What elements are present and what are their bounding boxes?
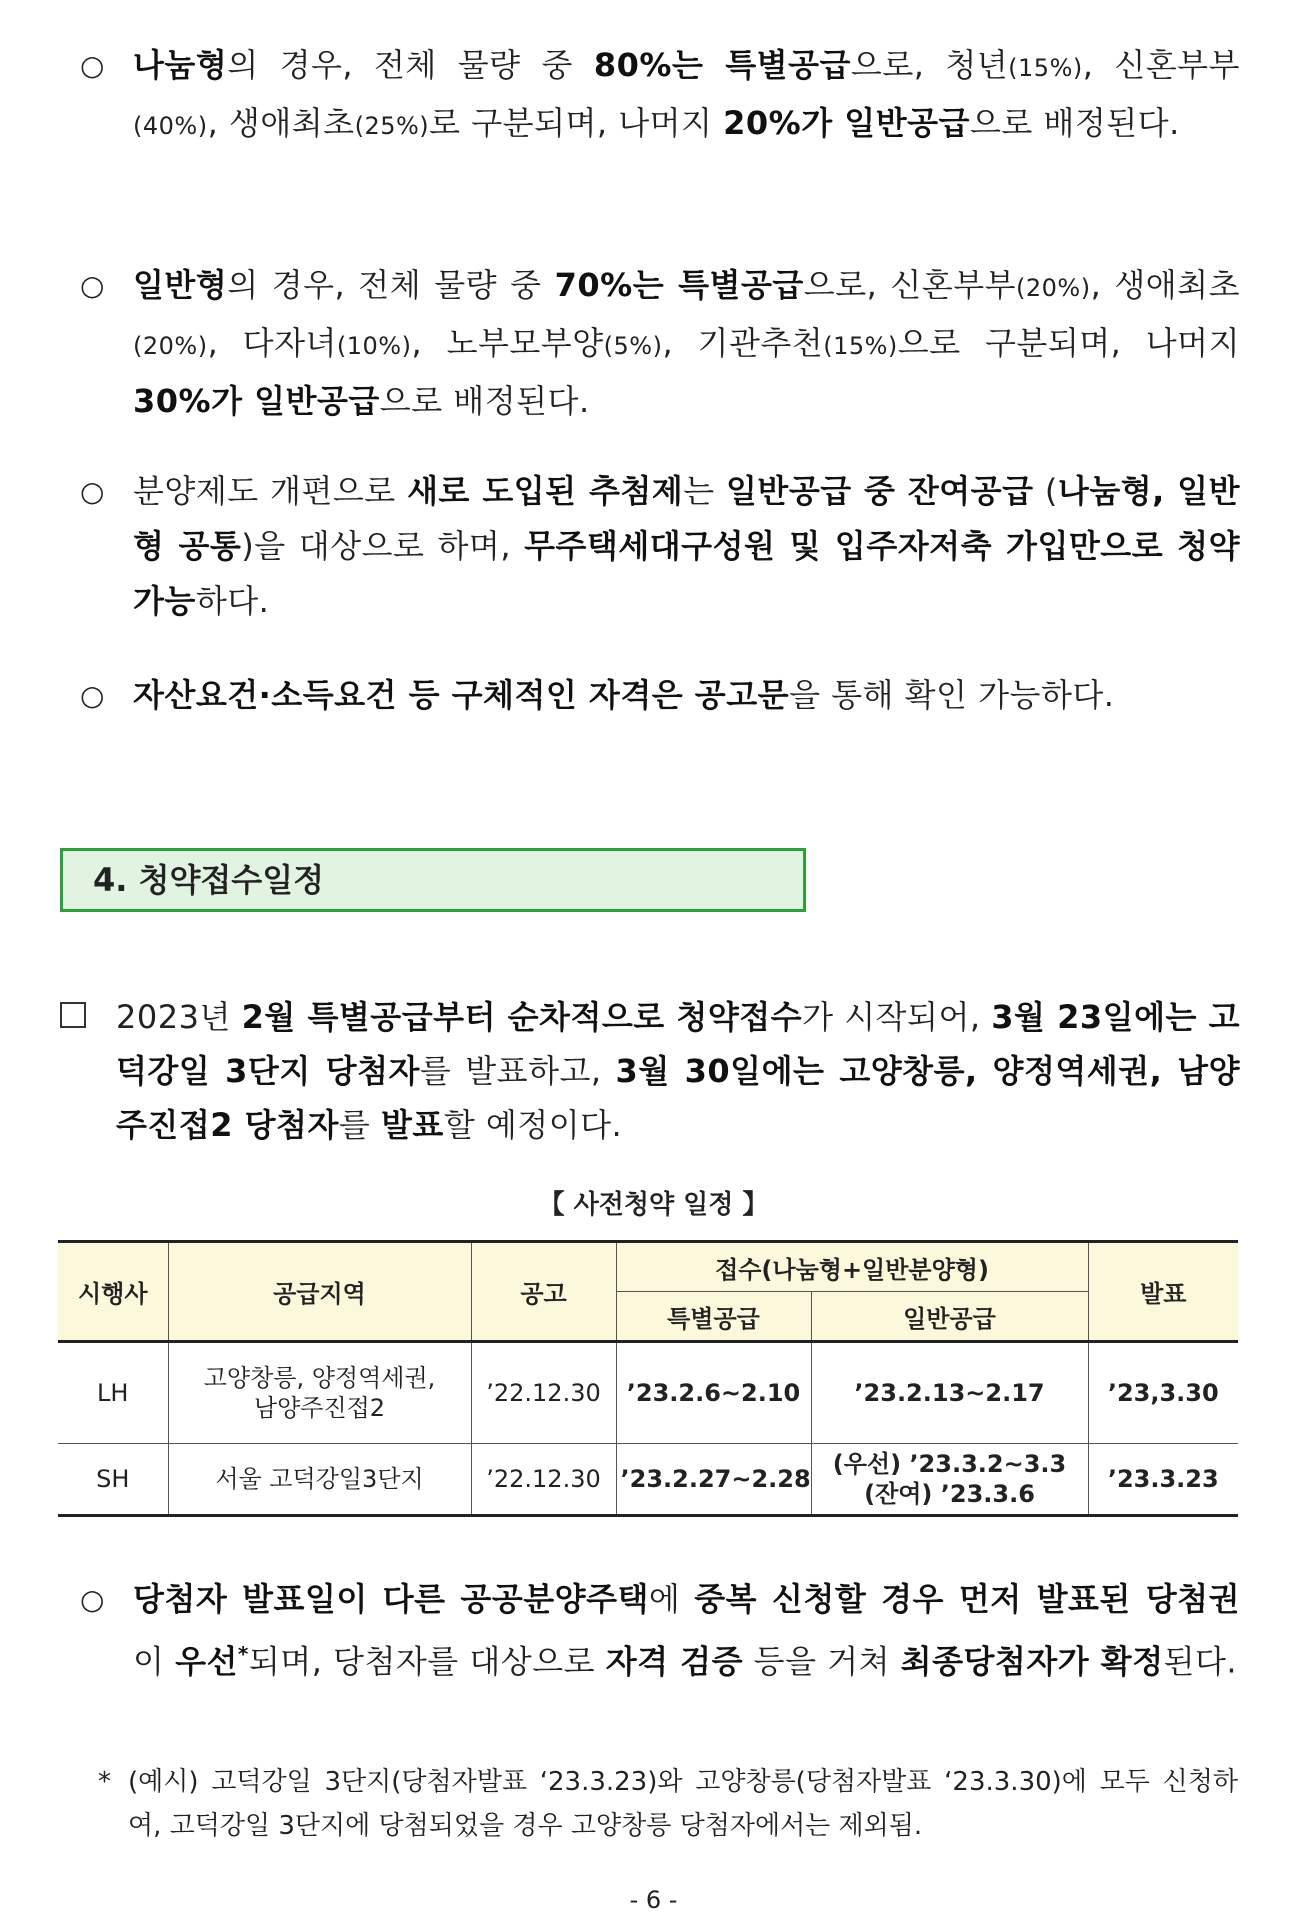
text-segment: 로 구분되며, 나머지: [429, 104, 724, 142]
cell-notice: ’22.12.30: [471, 1444, 616, 1516]
text-segment: , 신혼부부: [1082, 46, 1240, 84]
text-segment: (5%): [603, 332, 663, 360]
region-line: 고양창릉, 양정역세권,: [203, 1364, 436, 1392]
section-header: [60, 848, 806, 912]
checkbox-square-icon: [60, 1002, 86, 1028]
bullet-eligibility: [80, 668, 1240, 723]
cell-general: [811, 1444, 1088, 1516]
cell-announce: ’23.3.23: [1088, 1444, 1238, 1516]
text-segment: (20%): [1016, 274, 1091, 302]
table-row: [58, 1342, 1238, 1444]
bullet-text: [133, 1572, 1240, 1690]
cell-announce: ’23,3.30: [1088, 1342, 1238, 1444]
cell-notice: ’22.12.30: [471, 1342, 616, 1444]
bullet-circle-icon: ○: [80, 49, 105, 82]
header-developer: 시행사: [58, 1242, 168, 1342]
text-segment: 3월 23일에는 고덕강일 3단지 당첨자: [116, 998, 1241, 1090]
text-segment: 2월 특별공급부터 순차적으로 청약접수: [241, 998, 803, 1036]
footnote-text: (예시) 고덕강일 3단지(당첨자발표 ‘23.3.23)와 고양창릉(당첨자발표 ‘23.3.30)에 모두 신청하여, 고덕강일 3단지에 당첨되었을 경우 고양창릉 당첨자에서는 제외됨.: [128, 1767, 1238, 1841]
text-segment: (20%): [133, 332, 208, 360]
text-segment: 30%가 일반공급: [133, 382, 380, 420]
bullet-ilban: [80, 258, 1240, 429]
region-line: 서울 고덕강일3단지: [215, 1465, 424, 1493]
text-segment: 발표: [380, 1106, 444, 1144]
cell-special: ’23.2.6~2.10: [616, 1342, 811, 1444]
section-title: 4. 청약접수일정: [93, 861, 325, 899]
text-segment: 하다.: [195, 582, 270, 620]
text-segment: , 생애최초: [1090, 266, 1240, 304]
text-segment: 등을 거쳐: [743, 1642, 901, 1681]
cell-general: [811, 1342, 1088, 1444]
bullet-circle-icon: ○: [80, 1583, 105, 1616]
text-segment: 2023년: [116, 998, 242, 1036]
bullet-text: [133, 258, 1240, 429]
text-segment: 의 경우, 전체 물량 중: [227, 46, 594, 84]
header-announce: 발표: [1088, 1242, 1238, 1342]
bullet-duplicate: [80, 1572, 1240, 1690]
text-segment: 나눔형, 일반형 공통: [133, 472, 1241, 565]
table-row: [58, 1444, 1238, 1516]
text-segment: 자산요건·소득요건 등 구체적인 자격은 공고문: [133, 676, 790, 714]
text-segment: 무주택세대구성원 및 입주자저축 가입만으로 청약 가능: [133, 527, 1240, 620]
header-general: 일반공급: [811, 1292, 1088, 1342]
text-segment: 의 경우, 전체 물량 중: [227, 266, 555, 304]
cell-developer: LH: [58, 1342, 168, 1444]
text-segment: 3월 30일에는 고양창릉, 양정역세권, 남양주진접2 당첨자: [116, 1052, 1241, 1144]
text-segment: 되며, 당첨자를 대상으로: [248, 1642, 606, 1681]
text-segment: 를: [338, 1106, 381, 1144]
text-segment: 새로 도입된 추첨제: [407, 472, 684, 510]
text-segment: (25%): [354, 112, 430, 140]
text-segment: 를 발표하고,: [419, 1052, 616, 1090]
text-segment: (: [1033, 472, 1058, 510]
text-segment: 70%는 특별공급: [554, 266, 804, 304]
bullet-circle-icon: ○: [80, 679, 105, 712]
schedule-table: [58, 1240, 1238, 1517]
header-notice: 공고: [471, 1242, 616, 1342]
intro-text: [116, 990, 1240, 1152]
bullet-nanum: [80, 38, 1240, 154]
text-segment: (40%): [133, 112, 208, 140]
bullet-text: [133, 668, 1240, 723]
text-segment: 당첨자 발표일이 다른 공공분양주택: [133, 1580, 649, 1618]
text-segment: 으로, 신혼부부: [803, 266, 1017, 304]
text-segment: 20%가 일반공급: [723, 104, 970, 142]
text-segment: (15%): [823, 332, 898, 360]
asterisk-icon: *: [98, 1767, 111, 1797]
cell-special: ’23.2.27~2.28: [616, 1444, 811, 1516]
text-segment: 으로 배정된다.: [379, 382, 590, 420]
text-segment: 최종당첨자가 확정: [900, 1642, 1164, 1681]
cell-region: [168, 1342, 471, 1444]
text-segment: 중복 신청할 경우 먼저 발표된 당첨권: [694, 1580, 1240, 1618]
text-segment: 이: [133, 1642, 176, 1681]
table-caption: 【 사전청약 일정 】: [538, 1190, 769, 1220]
footnote: [98, 1760, 1238, 1848]
text-segment: )을 대상으로 하며,: [241, 527, 525, 565]
schedule-intro: [60, 990, 1240, 1152]
general-line: (잔여) ’23.3.6: [864, 1480, 1035, 1508]
text-segment: 할 예정이다.: [443, 1106, 623, 1144]
text-segment: 을 통해 확인 가능하다.: [789, 676, 1115, 714]
text-segment: 으로 구분되며, 나머지: [897, 324, 1240, 362]
text-segment: *: [237, 1642, 249, 1666]
text-segment: 우선: [175, 1642, 238, 1681]
general-line: ’23.2.13~2.17: [854, 1379, 1045, 1407]
text-segment: 에: [648, 1580, 695, 1618]
text-segment: 가 시작되어,: [802, 998, 992, 1036]
cell-developer: SH: [58, 1444, 168, 1516]
region-line: 남양주진접2: [253, 1394, 386, 1422]
text-segment: 자격 검증: [605, 1642, 743, 1681]
text-segment: 80%는 특별공급: [593, 46, 851, 84]
text-segment: 으로, 청년: [850, 46, 1009, 84]
header-reception: 접수(나눔형+일반분양형): [616, 1242, 1088, 1292]
text-segment: (15%): [1008, 54, 1083, 82]
text-segment: 일반공급 중 잔여공급: [726, 472, 1034, 510]
text-segment: , 다자녀: [207, 324, 337, 362]
bullet-circle-icon: ○: [80, 475, 105, 508]
bullet-text: [133, 38, 1240, 154]
header-region: 공급지역: [168, 1242, 471, 1342]
text-segment: 분양제도 개편으로: [133, 472, 408, 510]
text-segment: 나눔형: [133, 46, 228, 84]
bullet-lottery: [80, 464, 1240, 629]
page-number: - 6 -: [629, 1886, 678, 1914]
bullet-text: [133, 464, 1240, 629]
text-segment: , 기관추천: [662, 324, 824, 362]
text-segment: 으로 배정된다.: [969, 104, 1180, 142]
general-line: (우선) ’23.3.2~3.3: [832, 1450, 1067, 1478]
text-segment: 된다.: [1163, 1642, 1238, 1681]
text-segment: 는: [683, 472, 727, 510]
text-segment: 일반형: [133, 266, 228, 304]
text-segment: , 생애최초: [207, 104, 355, 142]
bullet-circle-icon: ○: [80, 269, 105, 302]
text-segment: (10%): [336, 332, 412, 360]
cell-region: [168, 1444, 471, 1516]
header-special: 특별공급: [616, 1292, 811, 1342]
text-segment: , 노부모부양: [411, 324, 604, 362]
